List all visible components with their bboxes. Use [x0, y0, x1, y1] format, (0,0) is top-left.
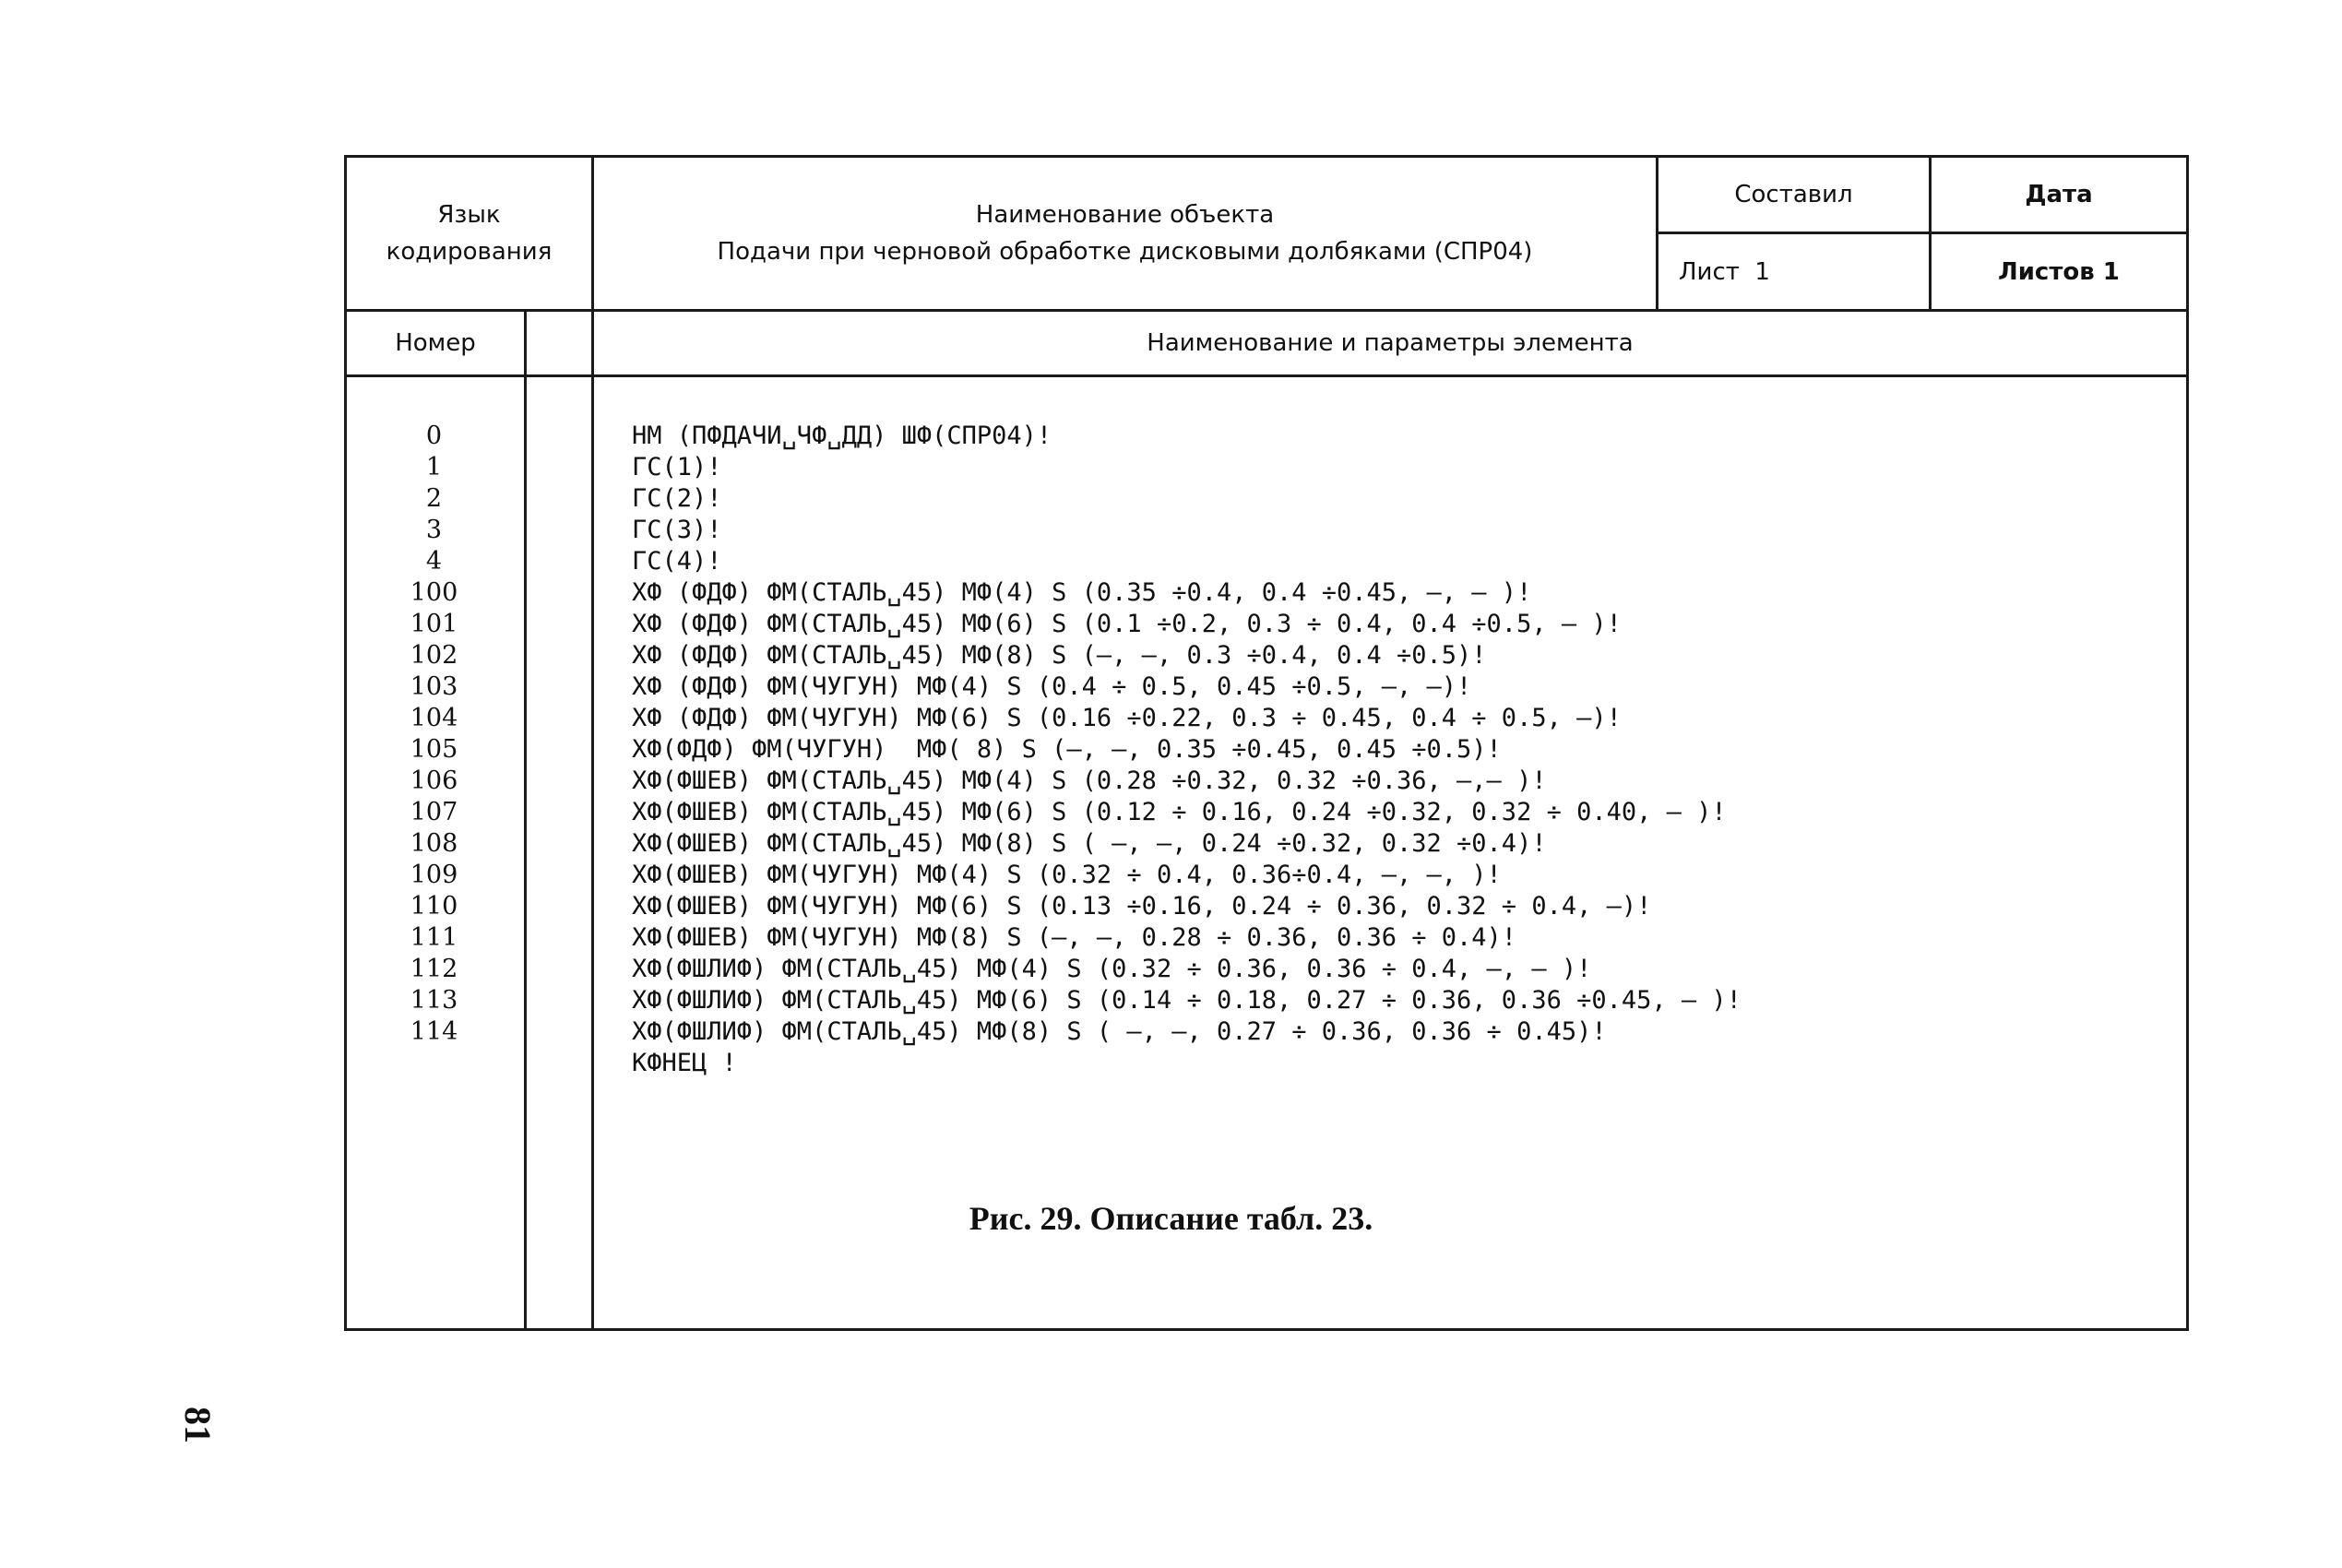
code-line: ХФ(ФШЛИФ) ФМ(СТАЛЬ␣45) МФ(4) S (0.32 ÷ 0.36, 0.36 ÷ 0.4, –, – )!	[632, 955, 1592, 983]
object-name-cell	[594, 158, 1656, 309]
form-right-border	[2186, 155, 2189, 1331]
figure-caption: Рис. 29. Описание табл. 23.	[969, 1200, 1373, 1237]
line-number: 103	[410, 672, 458, 701]
line-number: 105	[410, 735, 458, 764]
coding-form	[344, 155, 2189, 1331]
line-number: 113	[410, 986, 458, 1015]
code-line: ХФ (ФДФ) ФМ(СТАЛЬ␣45) МФ(4) S (0.35 ÷0.4, 0.4 ÷0.45, –, – )!	[632, 578, 1532, 607]
line-number: 3	[425, 516, 443, 544]
code-line: ХФ (ФДФ) ФМ(СТАЛЬ␣45) МФ(6) S (0.1 ÷0.2, 0.3 ÷ 0.4, 0.4 ÷0.5, – )!	[632, 610, 1622, 638]
coding-language-label: Язык кодирования	[386, 201, 553, 266]
code-listing	[632, 421, 2163, 1079]
code-line: ГС(3)!	[632, 516, 722, 544]
line-number: 0	[425, 422, 443, 450]
line-number: 111	[410, 923, 458, 952]
code-line: ХФ (ФДФ) ФМ(СТАЛЬ␣45) МФ(8) S (–, –, 0.3 ÷0.4, 0.4 ÷0.5)!	[632, 641, 1487, 670]
sheet-label: Лист 1	[1679, 257, 1770, 286]
code-line: ХФ(ФШЕВ) ФМ(ЧУГУН) МФ(8) S (–, –, 0.28 ÷ 0.36, 0.36 ÷ 0.4)!	[632, 923, 1517, 952]
code-line: ХФ(ФШЛИФ) ФМ(СТАЛЬ␣45) МФ(8) S ( –, –, 0.27 ÷ 0.36, 0.36 ÷ 0.45)!	[632, 1017, 1607, 1046]
code-line: ГС(2)!	[632, 484, 722, 513]
line-number: 109	[410, 861, 458, 889]
line-number: 108	[410, 829, 458, 858]
line-number: 4	[425, 547, 443, 576]
code-line: ХФ(ФШЛИФ) ФМ(СТАЛЬ␣45) МФ(6) S (0.14 ÷ 0.18, 0.27 ÷ 0.36, 0.36 ÷0.45, – )!	[632, 986, 1742, 1015]
code-line: ХФ(ФШЕВ) ФМ(ЧУГУН) МФ(6) S (0.13 ÷0.16, 0.24 ÷ 0.36, 0.32 ÷ 0.4, –)!	[632, 892, 1652, 921]
line-number: 110	[410, 892, 458, 921]
code-line: ХФ(ФДФ) ФМ(ЧУГУН) МФ( 8) S (–, –, 0.35 ÷0.45, 0.45 ÷0.5)!	[632, 735, 1502, 764]
element-column-header: Наименование и параметры элемента	[1147, 329, 1634, 357]
code-line: ГС(4)!	[632, 547, 722, 576]
number-column-header: Номер	[395, 329, 476, 357]
code-line: НМ (ПФДАЧИ␣ЧФ␣ДД) ШФ(СПР04)!	[632, 422, 1052, 450]
form-bottom-border	[344, 1328, 2189, 1331]
line-number: 1	[425, 453, 443, 481]
code-line: ХФ(ФШЕВ) ФМ(СТАЛЬ␣45) МФ(8) S ( –, –, 0.24 ÷0.32, 0.32 ÷0.4)!	[632, 829, 1547, 858]
code-line: ХФ(ФШЕВ) ФМ(СТАЛЬ␣45) МФ(4) S (0.28 ÷0.32, 0.32 ÷0.36, –,– )!	[632, 766, 1547, 795]
line-number: 102	[410, 641, 458, 670]
code-line: ХФ(ФШЕВ) ФМ(ЧУГУН) МФ(4) S (0.32 ÷ 0.4, 0.36÷0.4, –, –, )!	[632, 861, 1502, 889]
line-number: 107	[410, 798, 458, 826]
page-number: 81	[177, 1407, 220, 1443]
line-number: 100	[410, 578, 458, 607]
code-line: ГС(1)!	[632, 453, 722, 481]
column-header-bottom-rule	[344, 374, 2189, 377]
code-line: ХФ (ФДФ) ФМ(ЧУГУН) МФ(4) S (0.4 ÷ 0.5, 0.45 ÷0.5, –, –)!	[632, 672, 1472, 701]
object-name-label: Наименование объекта	[975, 201, 1275, 229]
line-number: 101	[410, 610, 458, 638]
line-number: 104	[410, 704, 458, 732]
compiled-label: Составил	[1734, 181, 1853, 208]
code-line: КФНЕЦ !	[632, 1049, 737, 1077]
line-number: 114	[410, 1017, 458, 1046]
code-line: ХФ (ФДФ) ФМ(ЧУГУН) МФ(6) S (0.16 ÷0.22, 0.3 ÷ 0.45, 0.4 ÷ 0.5, –)!	[632, 704, 1622, 732]
sheets-total-label: Листов 1	[1998, 257, 2120, 286]
number-column-inner-rule	[524, 309, 527, 1331]
code-line: ХФ(ФШЕВ) ФМ(СТАЛЬ␣45) МФ(6) S (0.12 ÷ 0.16, 0.24 ÷0.32, 0.32 ÷ 0.40, – )!	[632, 798, 1727, 826]
object-title: Подачи при черновой обработке дисковыми долбяками (СПР04)	[717, 238, 1533, 266]
line-number: 2	[425, 484, 443, 513]
line-numbers	[344, 421, 524, 1048]
line-number: 106	[410, 766, 458, 795]
date-label: Дата	[2025, 181, 2093, 208]
line-number: 112	[410, 955, 458, 983]
